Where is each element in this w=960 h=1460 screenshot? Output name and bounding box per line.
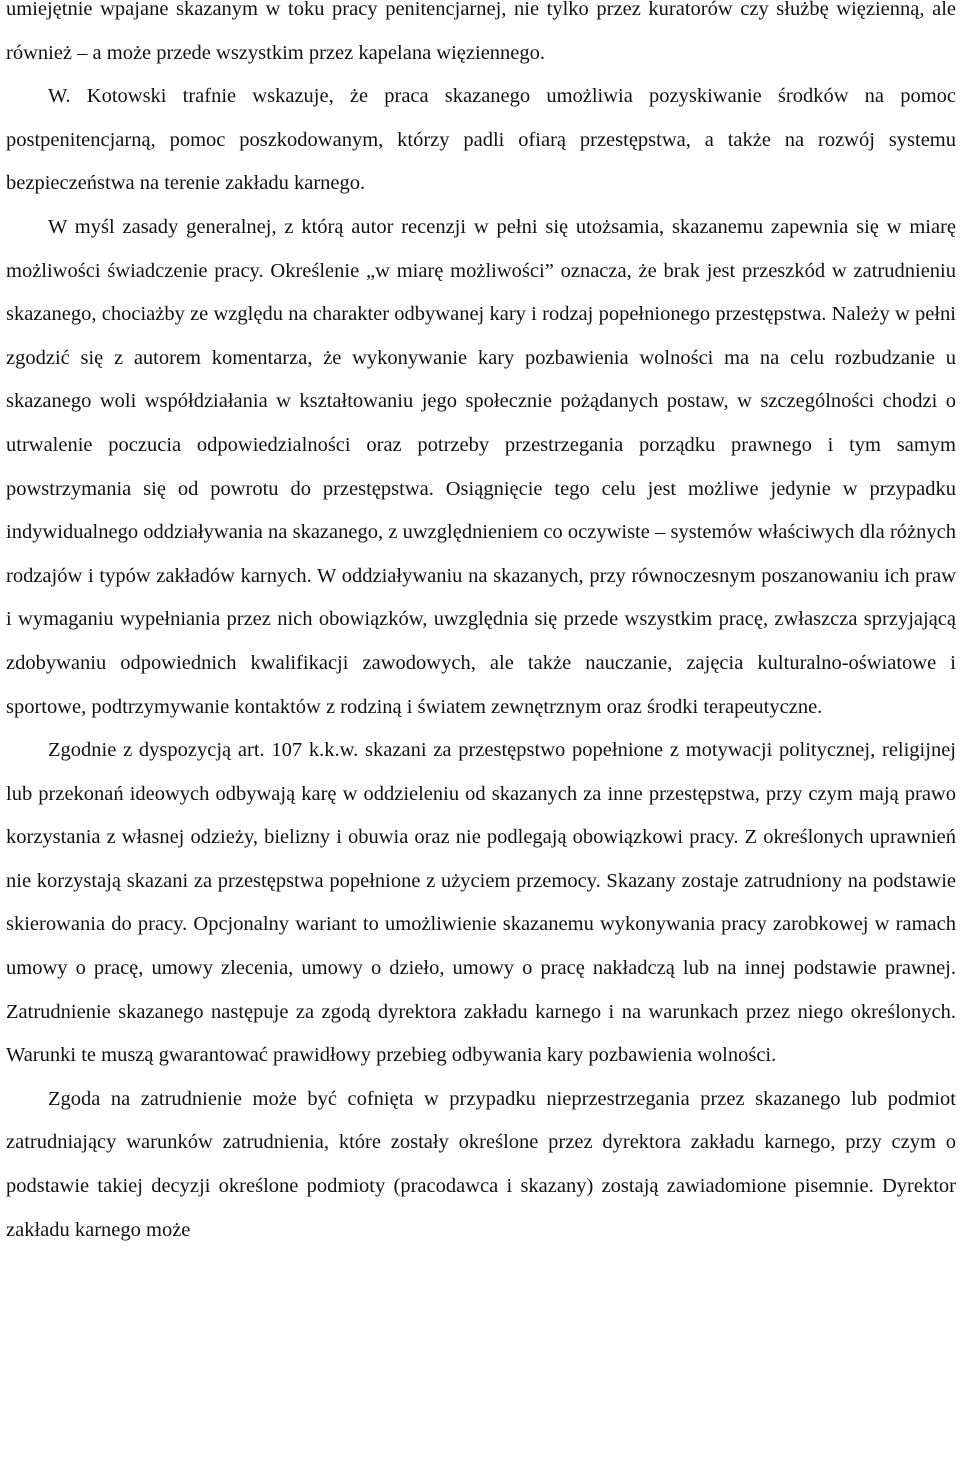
document-page [6,0,956,1252]
paragraph-4: Zgodnie z dyspozycją art. 107 k.k.w. skazani za przestępstwo popełnione z motywacji politycznej, religijnej lub przekonań ideowych odbywają karę w oddzieleniu od skazanych za inne przestępstwa, przy czym mają prawo korzystania z własnej odzieży, bielizny i obuwia oraz nie podlegają obowiązkowi pracy. Z określonych uprawnień nie korzystają skazani za przestępstwa popełnione z użyciem przemocy. Skazany zostaje zatrudniony na podstawie skierowania do pracy. Opcjonalny wariant to umożliwienie skazanemu wykonywania pracy zarobkowej w ramach umowy o pracę, umowy zlecenia, umowy o dzieło, umowy o pracę nakładczą lub na innej podstawie prawnej. Zatrudnienie skazanego następuje za zgodą dyrektora zakładu karnego i na warunkach przez niego określonych. Warunki te muszą gwarantować prawidłowy przebieg odbywania kary pozbawienia wolności. [6,739,956,1067]
paragraph-3: W myśl zasady generalnej, z którą autor recenzji w pełni się utożsamia, skazanemu zapewnia się w miarę możliwości świadczenie pracy. Określenie „w miarę możliwości” oznacza, że brak jest przeszkód w zatrudnieniu skazanego, chociażby ze względu na charakter odbywanej kary i rodzaj popełnionego przestępstwa. Należy w pełni zgodzić się z autorem komentarza, że wykonywanie kary pozbawienia wolności ma na celu rozbudzanie u skazanego woli współdziałania w kształtowaniu jego społecznie pożądanych postaw, w szczególności chodzi o utrwalenie poczucia odpowiedzialności oraz potrzeby przestrzegania porządku prawnego i tym samym powstrzymania się od powrotu do przestępstwa. Osiągnięcie tego celu jest możliwe jedynie w przypadku indywidualnego oddziaływania na skazanego, z uwzględnieniem co oczywiste – systemów właściwych dla różnych rodzajów i typów zakładów karnych. W oddziaływaniu na skazanych, przy równoczesnym poszanowaniu ich praw i wymaganiu wypełniania przez nich obowiązków, uwzględnia się przede wszystkim pracę, zwłaszcza sprzyjającą zdobywaniu odpowiednich kwalifikacji zawodowych, ale także nauczanie, zajęcia kulturalno-oświatowe i sportowe, podtrzymywanie kontaktów z rodziną i światem zewnętrznym oraz środki terapeutyczne. [6,215,956,718]
paragraph-1: umiejętnie wpajane skazanym w toku pracy penitencjarnej, nie tylko przez kuratorów czy służbę więzienną, ale również – a może przede wszystkim przez kapelana więziennego. [6,0,956,64]
paragraph-5: Zgoda na zatrudnienie może być cofnięta w przypadku nieprzestrzegania przez skazanego lub podmiot zatrudniający warunków zatrudnienia, które zostały określone przez dyrektora zakładu karnego, przy czym o podstawie takiej decyzji określone podmioty (pracodawca i skazany) zostają zawiadomione pisemnie. Dyrektor zakładu karnego może [6,1087,956,1241]
paragraph-2: W. Kotowski trafnie wskazuje, że praca skazanego umożliwia pozyskiwanie środków na pomoc postpenitencjarną, pomoc poszkodowanym, którzy padli ofiarą przestępstwa, a także na rozwój systemu bezpieczeństwa na terenie zakładu karnego. [6,85,956,195]
